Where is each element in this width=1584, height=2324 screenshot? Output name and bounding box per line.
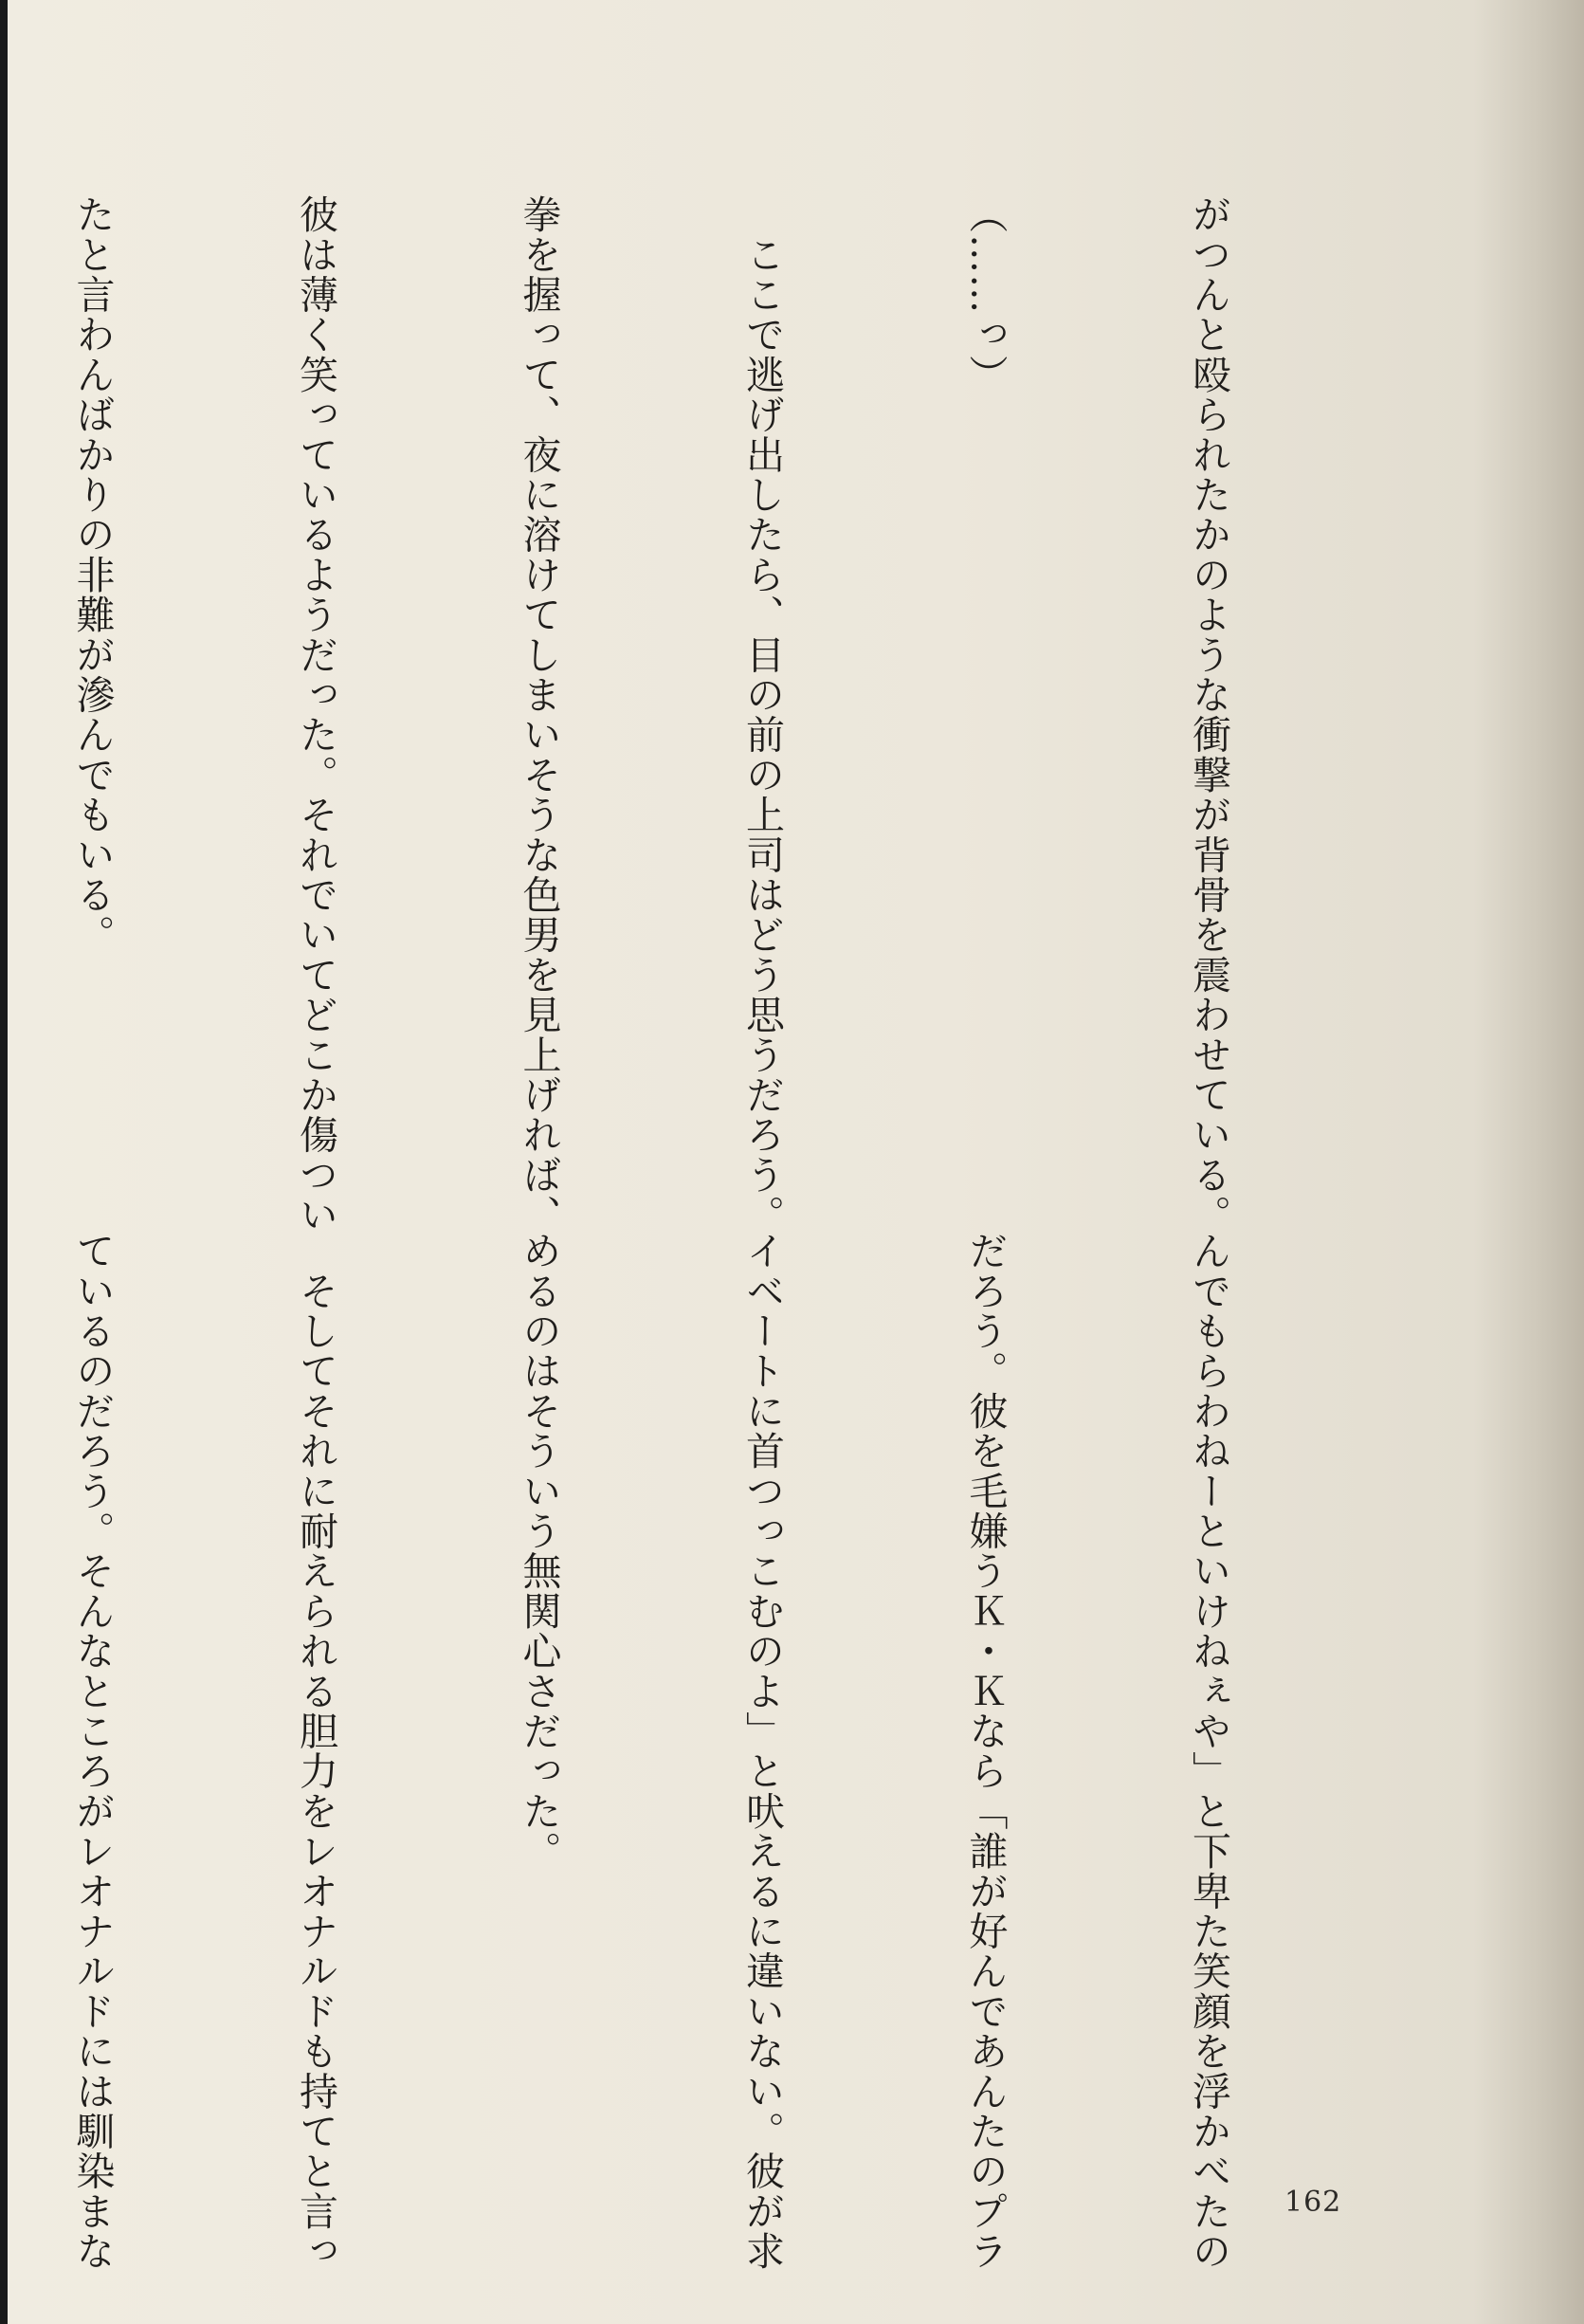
text-line: がつんと殴られたかのような衝撃が背骨を震わせている。 <box>1186 194 1231 1235</box>
text-line: たと言わんばかりの非難が滲んでもいる。 <box>69 194 116 955</box>
page-number: 162 <box>1284 2186 1342 2219</box>
text-line: イベートに首つっこむのよ」と吠えるに違いない。彼が求 <box>739 1231 785 2272</box>
text-line: 彼は薄く笑っているようだった。それでいてどこか傷つい <box>293 194 338 1235</box>
text-line: ているのだろう。そんなところがレオナルドには馴染まな <box>69 1231 116 2272</box>
text-line: ここで逃げ出したら、目の前の上司はどう思うだろう。 <box>739 194 785 1235</box>
text-block-top <box>69 194 1394 1235</box>
text-line: めるのはそういう無関心さだった。 <box>516 1231 562 1872</box>
text-line: 拳を握って、夜に溶けてしまいそうな色男を見上げれば、 <box>516 194 562 1235</box>
text-line: そしてそれに耐えられる胆力をレオナルドも持てと言っ <box>293 1231 338 2272</box>
text-line: （……っ） <box>962 194 1009 394</box>
text-line: んでもらわねーといけねぇや」と下卑た笑顔を浮かべたの <box>1186 1231 1231 2272</box>
text-line: だろう。彼を毛嫌うＫ・Ｋなら「誰が好んであんたのプラ <box>962 1231 1009 2272</box>
